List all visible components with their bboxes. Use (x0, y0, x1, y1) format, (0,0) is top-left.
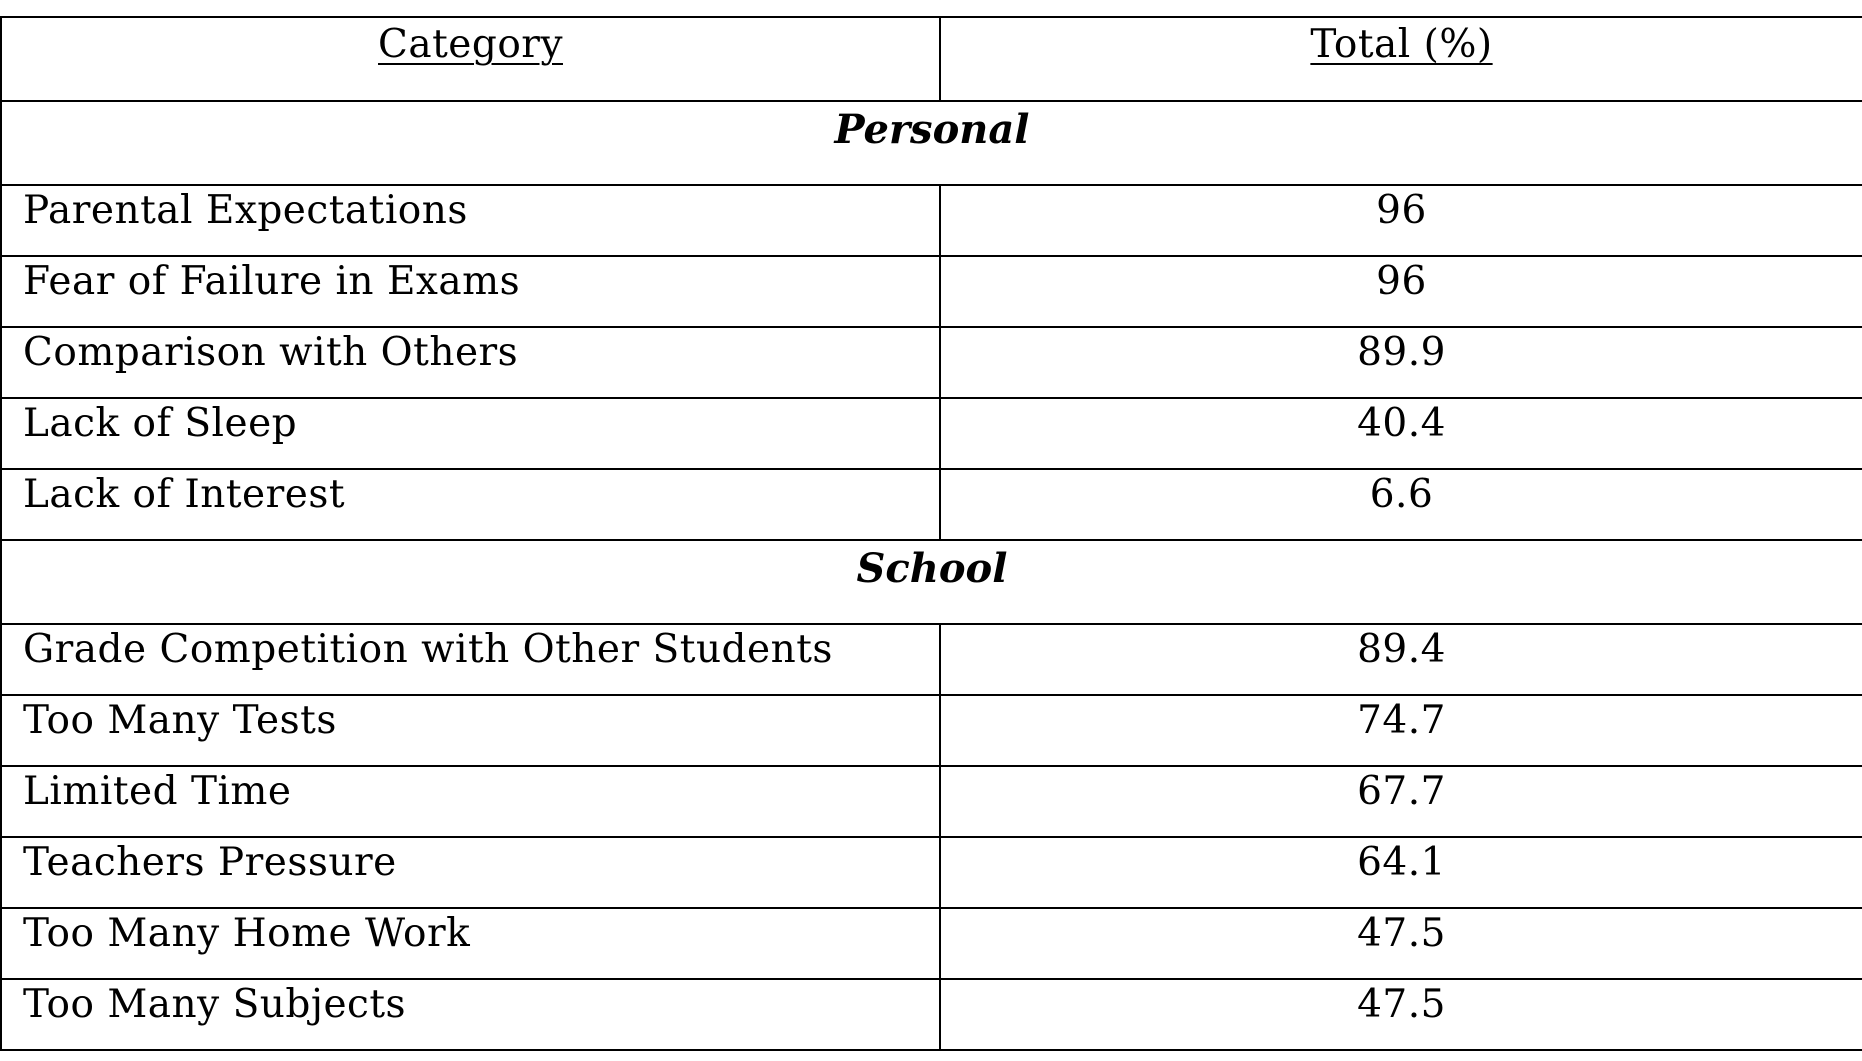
category-cell: Limited Time (2, 767, 941, 836)
table-row (2, 696, 1862, 767)
section-title: Personal (834, 106, 1030, 153)
table-row (2, 186, 1862, 257)
total-cell: 6.6 (1369, 472, 1434, 517)
total-cell: 67.7 (1357, 769, 1446, 814)
table-row (2, 470, 1862, 541)
section-title: School (856, 545, 1008, 592)
table-row (2, 980, 1862, 1051)
section-row-school (2, 541, 1862, 625)
category-cell: Comparison with Others (2, 328, 941, 397)
category-cell: Grade Competition with Other Students (2, 625, 941, 694)
table-row (2, 909, 1862, 980)
category-cell: Too Many Home Work (2, 909, 941, 978)
total-cell: 96 (1376, 259, 1427, 304)
table-row (2, 399, 1862, 470)
category-cell: Too Many Tests (2, 696, 941, 765)
total-cell: 47.5 (1357, 982, 1446, 1027)
total-cell: 96 (1376, 188, 1427, 233)
total-cell: 89.9 (1357, 330, 1446, 375)
table-row (2, 328, 1862, 399)
category-cell: Parental Expectations (2, 186, 941, 255)
category-cell: Fear of Failure in Exams (2, 257, 941, 326)
header-total (941, 18, 1862, 100)
header-total-label: Total (%) (1310, 22, 1493, 67)
table-row (2, 838, 1862, 909)
total-cell: 74.7 (1357, 698, 1446, 743)
header-row (2, 18, 1862, 102)
table-row (2, 257, 1862, 328)
total-cell: 89.4 (1357, 627, 1446, 672)
category-cell: Too Many Subjects (2, 980, 941, 1049)
table-row (2, 767, 1862, 838)
header-category (2, 18, 941, 100)
stress-factors-table (0, 16, 1862, 1051)
total-cell: 64.1 (1357, 840, 1446, 885)
total-cell: 40.4 (1357, 401, 1446, 446)
category-cell: Teachers Pressure (2, 838, 941, 907)
category-cell: Lack of Sleep (2, 399, 941, 468)
section-row-personal (2, 102, 1862, 186)
category-cell: Lack of Interest (2, 470, 941, 539)
total-cell: 47.5 (1357, 911, 1446, 956)
table-row (2, 625, 1862, 696)
header-category-label: Category (378, 22, 563, 67)
